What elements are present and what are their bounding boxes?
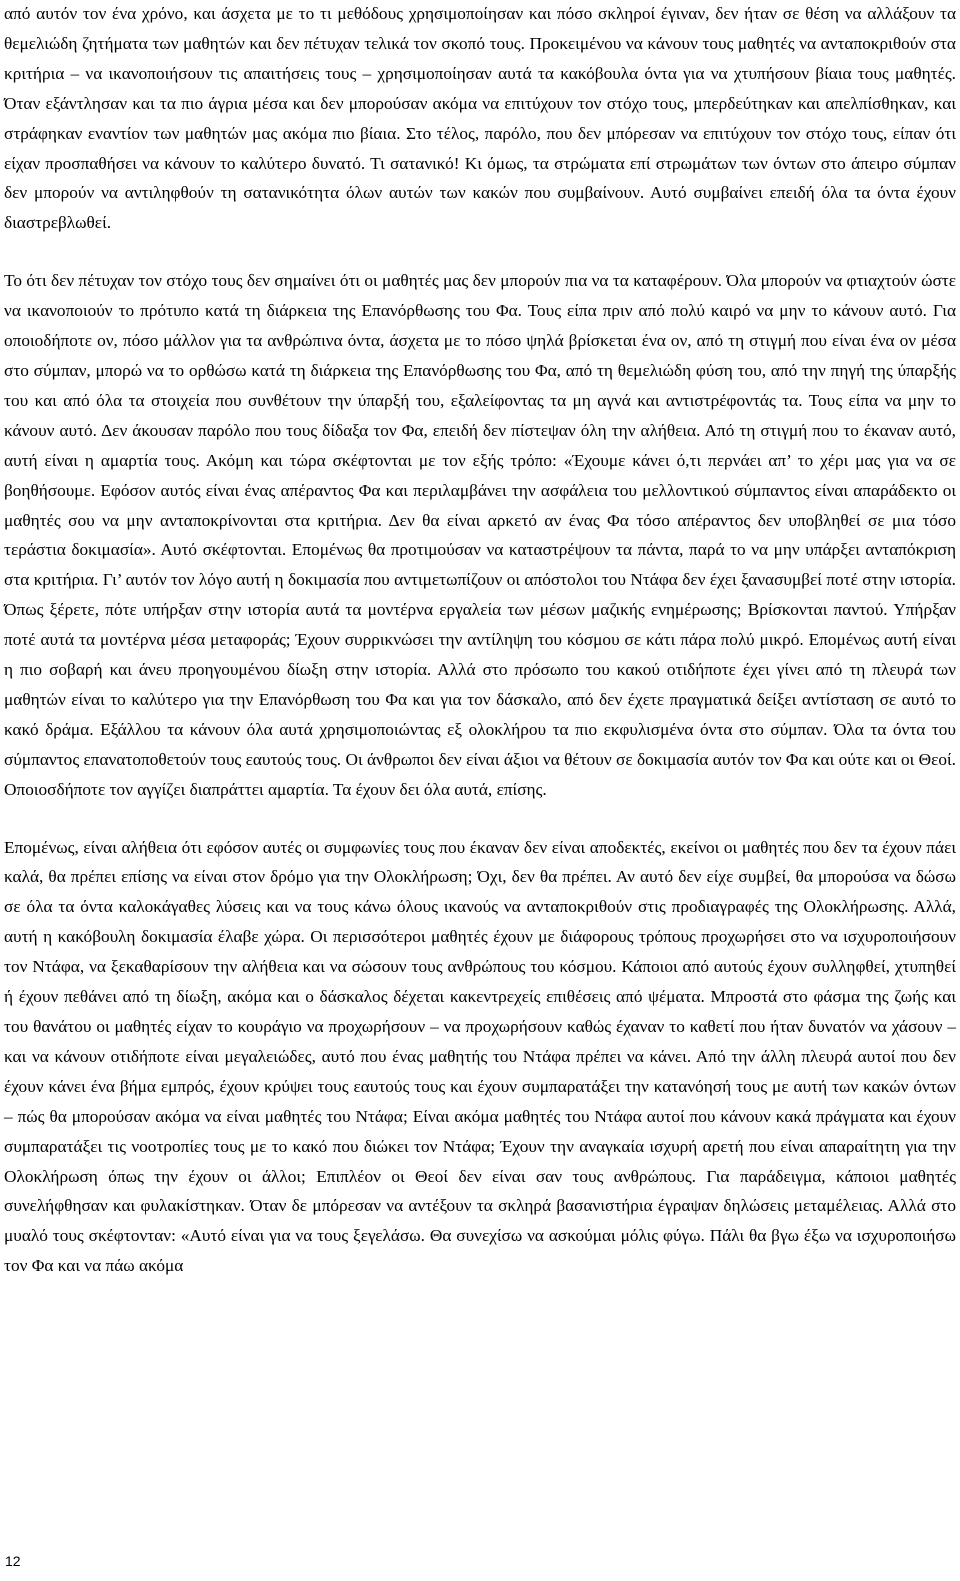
paragraph-spacer [4,238,956,266]
page-number: 12 [5,1553,21,1569]
paragraph-2: Το ότι δεν πέτυχαν τον στόχο τους δεν σημαίνει ότι οι μαθητές μας δεν μπορούν πια να τα καταφέρουν. Όλα μπορούν να φτιαχτούν ώστε να ικανοποιούν το πρότυπο κατά τη διάρκεια της Επανόρθωσης του Φα. Τους είπα πριν από πολύ καιρό να μην το κάνουν αυτό. Για οποιοδήποτε ον, πόσο μάλλον για τα ανθρώπινα όντα, άσχετα με το πόσο ψηλά βρίσκεται ένα ον, από τη στιγμή που είναι ένα ον μέσα στο σύμπαν, μπορώ να το ορθώσω κατά τη διάρκεια της Επανόρθωσης του Φα, από τη θεμελιώδη φύση του, από την πηγή της ύπαρξής του και από όλα τα στοιχεία που συνθέτουν την ύπαρξή του, εξαλείφοντας τα μη αγνά και αντιστρέφοντάς τα. Τους είπα να μην το κάνουν αυτό. Δεν άκουσαν παρόλο που τους δίδαξα τον Φα, επειδή δεν πίστεψαν όλη την αλήθεια. Από τη στιγμή που το έκαναν αυτό, αυτή είναι η αμαρτία τους. Ακόμη και τώρα σκέφτονται με τον εξής τρόπο: «Έχουμε κάνει ό,τι περνάει απ’ το χέρι μας για να σε βοηθήσουμε. Εφόσον αυτός είναι ένας απέραντος Φα και περιλαμβάνει την ασφάλεια του μελλοντικού σύμπαντος είναι απαράδεκτο οι μαθητές σου να μην ανταποκρίνονται στα κριτήρια. Δεν θα είναι αρκετό αν ένας Φα τόσο απέραντος δεν υποβληθεί σε μια τόσο τεράστια δοκιμασία». Αυτό σκέφτονται. Επομένως θα προτιμούσαν να καταστρέψουν τα πάντα, παρά το να μην υπάρξει ανταπόκριση στα κριτήρια. Γι’ αυτόν τον λόγο αυτή η δοκιμασία που αντιμετωπίζουν οι απόστολοι του Ντάφα δεν έχει ξανασυμβεί ποτέ στην ιστορία. Όπως ξέρετε, πότε υπήρξαν στην ιστορία αυτά τα μοντέρνα εργαλεία των μέσων μαζικής ενημέρωσης; Βρίσκονται παντού. Υπήρξαν ποτέ αυτά τα μοντέρνα μέσα μεταφοράς; Έχουν συρρικνώσει την αντίληψη του κόσμου σε κάτι πάρα πολύ μικρό. Επομένως αυτή είναι η πιο σοβαρή και άνευ προηγουμένου δίωξη στην ιστορία. Αλλά στο πρόσωπο του κακού οτιδήποτε έχει γίνει από τη πλευρά των μαθητών είναι το καλύτερο για την Επανόρθωση του Φα και για τον δάσκαλο, από δεν έχετε πραγματικά δείξει αντίσταση σε αυτό το κακό δράμα. Εξάλλου τα κάνουν όλα αυτά χρησιμοποιώντας εξ ολοκλήρου τα πιο εκφυλισμένα όντα στο σύμπαν. Όλα τα όντα του σύμπαντος επανατοποθετούν τους εαυτούς τους. Οι άνθρωποι δεν είναι άξιοι να θέτουν σε δοκιμασία αυτόν τον Φα και ούτε και οι Θεοί. Οποιοσδήποτε τον αγγίζει διαπράττει αμαρτία. Τα έχουν δει όλα αυτά, επίσης. [4,271,956,799]
paragraph-3: Επομένως, είναι αλήθεια ότι εφόσον αυτές οι συμφωνίες τους που έκαναν δεν είναι αποδεκτές, εκείνοι οι μαθητές που δεν τα έχουν πάει καλά, θα πρέπει επίσης να είναι στον δρόμο για την Ολοκλήρωση; Όχι, δεν θα πρέπει. Αν αυτό δεν είχε συμβεί, θα μπορούσα να δώσω σε όλα τα όντα καλοκάγαθες λύσεις και να τους κάνω όλους ικανούς να ανταποκριθούν στις προδιαγραφές της Ολοκλήρωσης. Αλλά, αυτή η κακόβουλη δοκιμασία έλαβε χώρα. Οι περισσότεροι μαθητές έχουν με διάφορους τρόπους προχωρήσει στο να ισχυροποιήσουν τον Ντάφα, να ξεκαθαρίσουν την αλήθεια και να σώσουν τους ανθρώπους του κόσμου. Κάποιοι από αυτούς έχουν συλληφθεί, χτυπηθεί ή έχουν πεθάνει από τη δίωξη, ακόμα και ο δάσκαλος δέχεται κακεντρεχείς επιθέσεις από ψέματα. Μπροστά στο φάσμα της ζωής και του θανάτου οι μαθητές είχαν το κουράγιο να προχωρήσουν – να προχωρήσουν καθώς έχαναν το καθετί που ήταν δυνατόν να χάσουν – και να κάνουν οτιδήποτε είναι μεγαλειώδες, αυτό που ένας μαθητής του Ντάφα πρέπει να κάνει. Από την άλλη πλευρά αυτοί που δεν έχουν κάνει ένα βήμα εμπρός, έχουν κρύψει τους εαυτούς τους και έχουν συμπαρατάξει την κατανόησή τους με αυτή των κακών όντων – πώς θα μπορούσαν ακόμα να είναι μαθητές του Ντάφα; Είναι ακόμα μαθητές του Ντάφα αυτοί που κάνουν κακά πράγματα και έχουν συμπαρατάξει τις νοοτροπίες τους με το κακό που διώκει τον Ντάφα; Έχουν την αναγκαία ισχυρή αρετή που είναι απαραίτητη για την Ολοκλήρωση όπως την έχουν οι άλλοι; Επιπλέον οι Θεοί δεν είναι σαν τους ανθρώπους. Για παράδειγμα, κάποιοι μαθητές συνελήφθησαν και φυλακίστηκαν. Όταν δε μπόρεσαν να αντέξουν τα σκληρά βασανιστήρια έγραψαν δηλώσεις μεταμέλειας. Αλλά στο μυαλό τους σκέφτονταν: «Αυτό είναι για να τους ξεγελάσω. Θα συνεχίσω να ασκούμαι μόλις φύγω. Πάλι θα βγω έξω να ισχυροποιήσω τον Φα και να πάω ακόμα [4,837,956,1276]
document-page [4,0,956,1581]
paragraph-spacer [4,805,956,833]
paragraph-1: από αυτόν τον ένα χρόνο, και άσχετα με το τι μεθόδους χρησιμοποίησαν και πόσο σκληροί έγιναν, δεν ήταν σε θέση να αλλάξουν τα θεμελιώδη ζητήματα των μαθητών και δεν πέτυχαν τελικά τον σκοπό τους. Προκειμένου να κάνουν τους μαθητές να ανταποκριθούν στα κριτήρια – να ικανοποιήσουν τις απαιτήσεις τους – χρησιμοποίησαν αυτά τα κακόβουλα όντα για να χτυπήσουν βίαια τους μαθητές. Όταν εξάντλησαν και τα πιο άγρια μέσα και δεν μπορούσαν ακόμα να επιτύχουν τον στόχο τους, μπερδεύτηκαν και απελπίσθηκαν, και στράφηκαν εναντίον των μαθητών μας ακόμα πιο βίαια. Στο τέλος, παρόλο, που δεν μπόρεσαν να επιτύχουν τον στόχο τους, είπαν ότι είχαν προσπαθήσει να κάνουν το καλύτερο δυνατό. Τι σατανικό! Κι όμως, τα στρώματα επί στρωμάτων των όντων στο άπειρο σύμπαν δεν μπορούν να αντιληφθούν τη σατανικότητα όλων αυτών των κακών που συμβαίνουν. Αυτό συμβαίνει επειδή όλα τα όντα έχουν διαστρεβλωθεί. [4,4,956,233]
